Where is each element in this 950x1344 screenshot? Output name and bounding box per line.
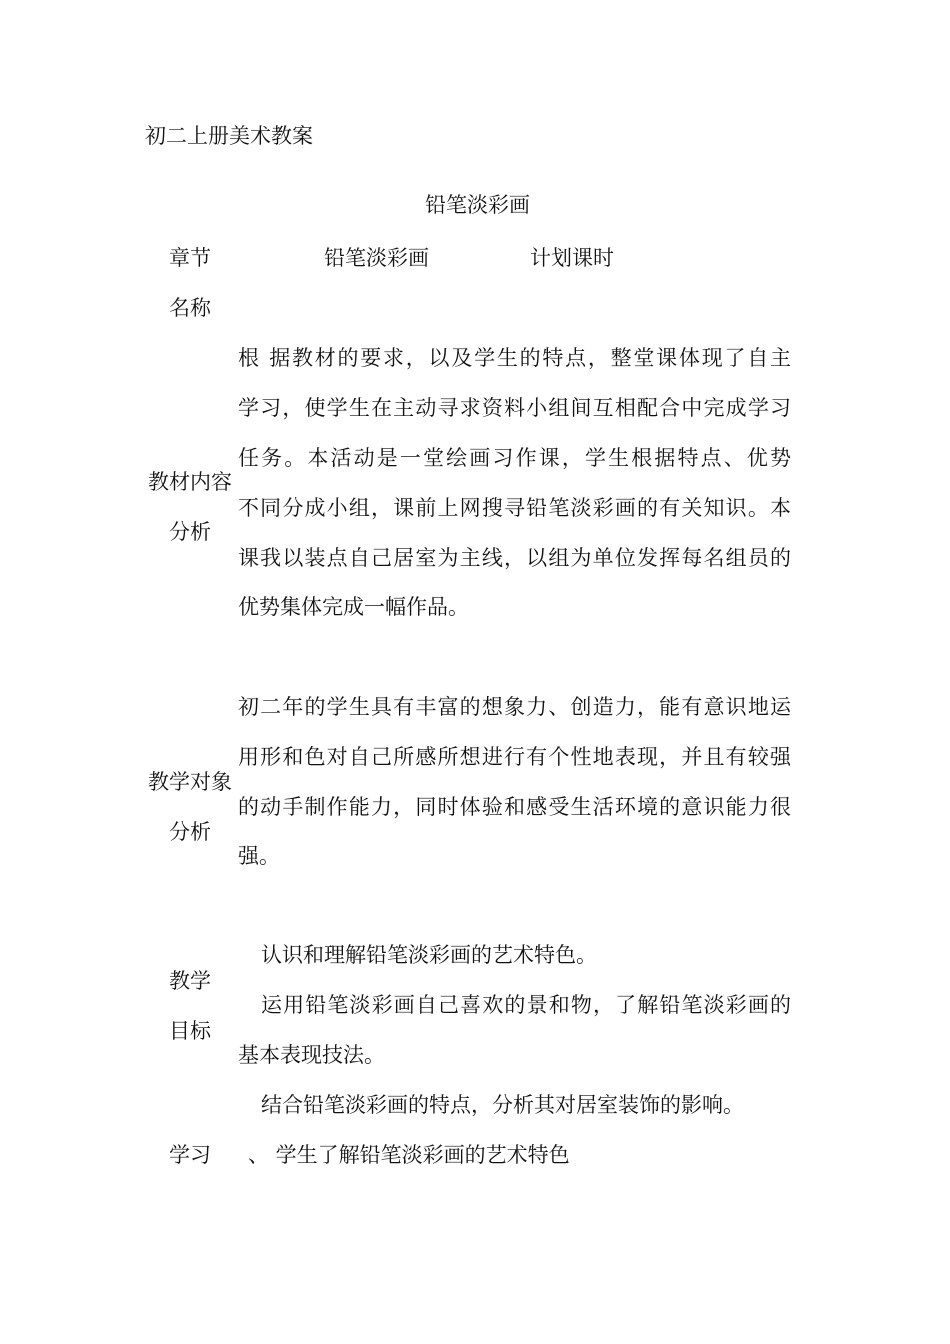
lesson-title: 铅笔淡彩画 xyxy=(425,193,530,217)
material-label-line2: 分析 xyxy=(169,520,211,544)
material-line: 不同分成小组，课前上网搜寻铅笔淡彩画的有关知识。本 xyxy=(238,496,791,520)
goals-line: 结合铅笔淡彩画的特点，分析其对居室装饰的影响。 xyxy=(261,1093,744,1117)
goals-label-line1: 教学 xyxy=(169,969,211,993)
material-line: 任务。本活动是一堂绘画习作课，学生根据特点、优势 xyxy=(238,446,791,470)
material-line: 根 据教材的要求，以及学生的特点，整堂课体现了自主 xyxy=(238,346,791,370)
students-line: 强。 xyxy=(238,844,280,868)
document-title: 初二上册美术教案 xyxy=(145,124,313,148)
students-label-line1: 教学对象 xyxy=(148,770,232,794)
material-line: 优势集体完成一幅作品。 xyxy=(238,595,469,619)
material-line: 课我以装点自己居室为主线，以组为单位发挥每名组员的 xyxy=(238,546,791,570)
study-value: 、 学生了解铅笔淡彩画的艺术特色 xyxy=(248,1143,570,1167)
students-line: 初二年的学生具有丰富的想象力、创造力，能有意识地运 xyxy=(238,695,791,719)
students-line: 用形和色对自己所感所想进行有个性地表现，并且有较强 xyxy=(238,745,791,769)
goals-line: 认识和理解铅笔淡彩画的艺术特色。 xyxy=(261,943,597,967)
material-label-line1: 教材内容 xyxy=(148,470,232,494)
students-line: 的动手制作能力，同时体验和感受生活环境的意识能力很 xyxy=(238,795,791,819)
chapter-label-line1: 章节 xyxy=(169,246,211,270)
planned-hours-label: 计划课时 xyxy=(530,246,614,270)
students-label-line2: 分析 xyxy=(169,820,211,844)
chapter-name-value: 铅笔淡彩画 xyxy=(324,246,429,270)
chapter-label-line2: 名称 xyxy=(169,296,211,320)
goals-line: 运用铅笔淡彩画自己喜欢的景和物，了解铅笔淡彩画的 xyxy=(261,993,791,1017)
material-line: 学习，使学生在主动寻求资料小组间互相配合中完成学习 xyxy=(238,396,791,420)
goals-label-line2: 目标 xyxy=(169,1019,211,1043)
goals-line: 基本表现技法。 xyxy=(238,1043,385,1067)
study-label-line1: 学习 xyxy=(169,1143,211,1167)
